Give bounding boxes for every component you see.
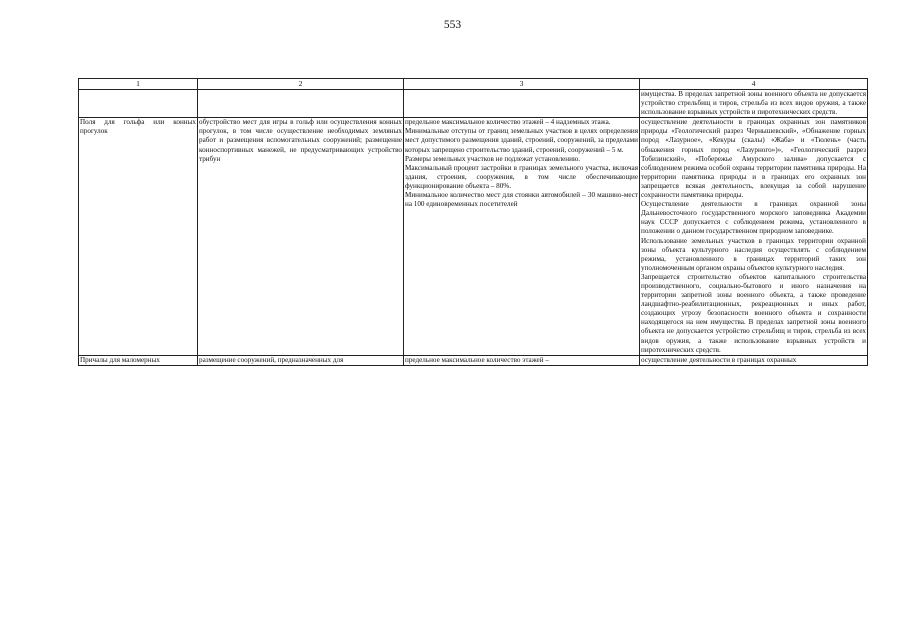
cell-use-description — [198, 90, 404, 118]
paragraph: Размеры земельных участков не подлежат установлению. — [405, 154, 581, 163]
column-number: 3 — [404, 79, 640, 90]
column-number: 2 — [198, 79, 404, 90]
paragraph: Максимальный процент застройки в границах земельного участка, включая здания, строения, сооружения, в том числе обеспечивающие функционирование объекта – 80%. — [405, 163, 638, 190]
paragraph: Осуществление деятельности в границах охранной зоны Дальневосточного государственного морского заповедника Академии наук СССР допускается с соблюдением режима, установленного в положении о данном государственном природном заповеднике. — [641, 200, 866, 236]
cell-use-type: Поля для гольфа или конных прогулок — [79, 118, 198, 355]
table-row — [79, 355, 868, 365]
cell-text: Причалы для маломерных — [80, 355, 160, 364]
paragraph: Использование земельных участков в границах территории охранной зоны объекта культурного наследия осуществлять с соблюдением режима, установленного в границах территорий таких зон уполномоченным органом охраны объектов культурного наследия. — [641, 236, 866, 272]
paragraph: Запрещается строительство объектов капитального строительства производственного, социально-бытового и иного назначения на территории запретной зоны военного объекта, а также проведение ландшафтно-реабилитационных, рекреационных и иных работ, создающих угрозу безопасности военного объекта и сохранности находящегося на нем имущества. В пределах запретной зоны военного объекта не допускается устройство стрельбищ и тиров, стрельба из всех видов оружия, а также использование взрывных устройств и пиротехнических средств. — [641, 272, 866, 354]
cell-restrictions — [640, 118, 868, 355]
paragraph: имущества. В пределах запретной зоны военного объекта не допускается устройство стрельбищ и тиров, стрельба из всех видов оружия, а также использование взрывных устройств и пиротехнических средств. — [641, 90, 866, 117]
paragraph: осуществление деятельности в границах охранных зон памятников природы «Геологический разрез Чернышевский», «Обнажение горных пород «Лазурное», «Кекуры (скалы) «Жаба» и «Тюлень» (часть обнажения горных пород «Лазурного»)», «Геологический разрез Тобизинский», «Побережье Амурского залива» допускается с соблюдением режима особой охраны территории памятника природы. На территории памятника природы и в границах его охранных зон запрещается всякая деятельность, влекущая за собой нарушение сохранности памятника природы. — [641, 118, 866, 200]
cell-parameters — [404, 355, 640, 365]
table-row — [79, 118, 868, 355]
cell-restrictions — [640, 355, 868, 365]
cell-text: предельное максимальное количество этажей – — [405, 355, 549, 364]
column-number: 1 — [79, 79, 198, 90]
cell-text: размещение сооружений, предназначенных для — [199, 355, 344, 364]
page-number: 553 — [443, 19, 462, 31]
paragraph: Минимальное количество мест для стоянки автомобилей – 30 машино-мест на 100 единовременных посетителей — [405, 191, 638, 209]
column-number: 4 — [640, 79, 868, 90]
cell-parameters — [404, 118, 640, 355]
cell-restrictions — [640, 90, 868, 118]
cell-text: осуществление деятельности в границах охранных — [641, 355, 797, 364]
cell-use-description: обустройство мест для игры в гольф или осуществления конных прогулок, в том числе осуществление необходимых земляных работ и размещения вспомогательных сооружений; размещение конноспортивных манежей, не предусматривающих устройство трибун — [198, 118, 404, 355]
cell-use-description — [198, 355, 404, 365]
table-row — [79, 90, 868, 118]
cell-use-type — [79, 90, 198, 118]
paragraph: Минимальные отступы от границ земельных участков в целях определения мест допустимого размещения зданий, строений, сооружений, за пределами которых запрещено строительство зданий, строений, сооружений – 5 м. — [405, 127, 638, 154]
column-number-row — [79, 79, 868, 90]
paragraph: предельное максимальное количество этажей – 4 надземных этажа. — [405, 118, 611, 127]
cell-parameters — [404, 90, 640, 118]
zoning-table — [78, 78, 868, 366]
cell-use-type — [79, 355, 198, 365]
